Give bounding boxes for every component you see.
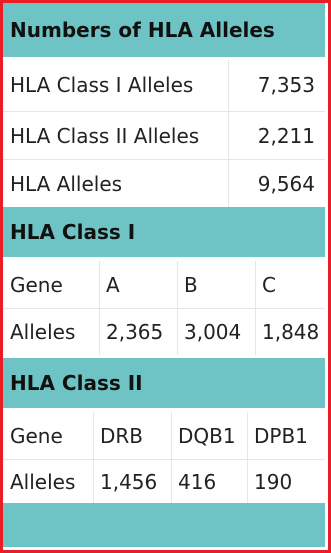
class1-value-c: 1,848 xyxy=(255,309,325,355)
class2-row-label: Alleles xyxy=(3,460,93,503)
overview-title: Numbers of HLA Alleles xyxy=(3,3,325,57)
divider xyxy=(247,412,248,503)
overview-value-total: 9,564 xyxy=(228,160,325,207)
divider xyxy=(93,412,94,503)
class2-header-gene: Gene xyxy=(3,412,93,459)
class1-header-gene: Gene xyxy=(3,261,99,309)
overview-value-class1: 7,353 xyxy=(228,60,325,110)
divider xyxy=(99,261,100,355)
divider xyxy=(228,60,229,207)
class2-value-dpb1: 190 xyxy=(247,460,325,503)
class1-value-b: 3,004 xyxy=(177,309,255,355)
class1-header-a: A xyxy=(99,261,177,309)
class1-title: HLA Class I xyxy=(3,207,325,257)
divider xyxy=(171,412,172,503)
overview-label-class1: HLA Class I Alleles xyxy=(3,60,228,110)
class2-title: HLA Class II xyxy=(3,358,325,408)
class2-header-dqb1: DQB1 xyxy=(171,412,247,459)
footer-band xyxy=(3,503,325,547)
class1-row-label: Alleles xyxy=(3,309,99,355)
class2-value-dqb1: 416 xyxy=(171,460,247,503)
hla-alleles-table xyxy=(3,3,325,547)
divider xyxy=(255,261,256,355)
class1-value-a: 2,365 xyxy=(99,309,177,355)
overview-value-class2: 2,211 xyxy=(228,112,325,159)
class1-header-b: B xyxy=(177,261,255,309)
class1-header-c: C xyxy=(255,261,325,309)
class2-value-drb: 1,456 xyxy=(93,460,171,503)
divider xyxy=(177,261,178,355)
overview-label-total: HLA Alleles xyxy=(3,160,228,207)
overview-label-class2: HLA Class II Alleles xyxy=(3,112,228,159)
class2-header-drb: DRB xyxy=(93,412,171,459)
class2-header-dpb1: DPB1 xyxy=(247,412,325,459)
